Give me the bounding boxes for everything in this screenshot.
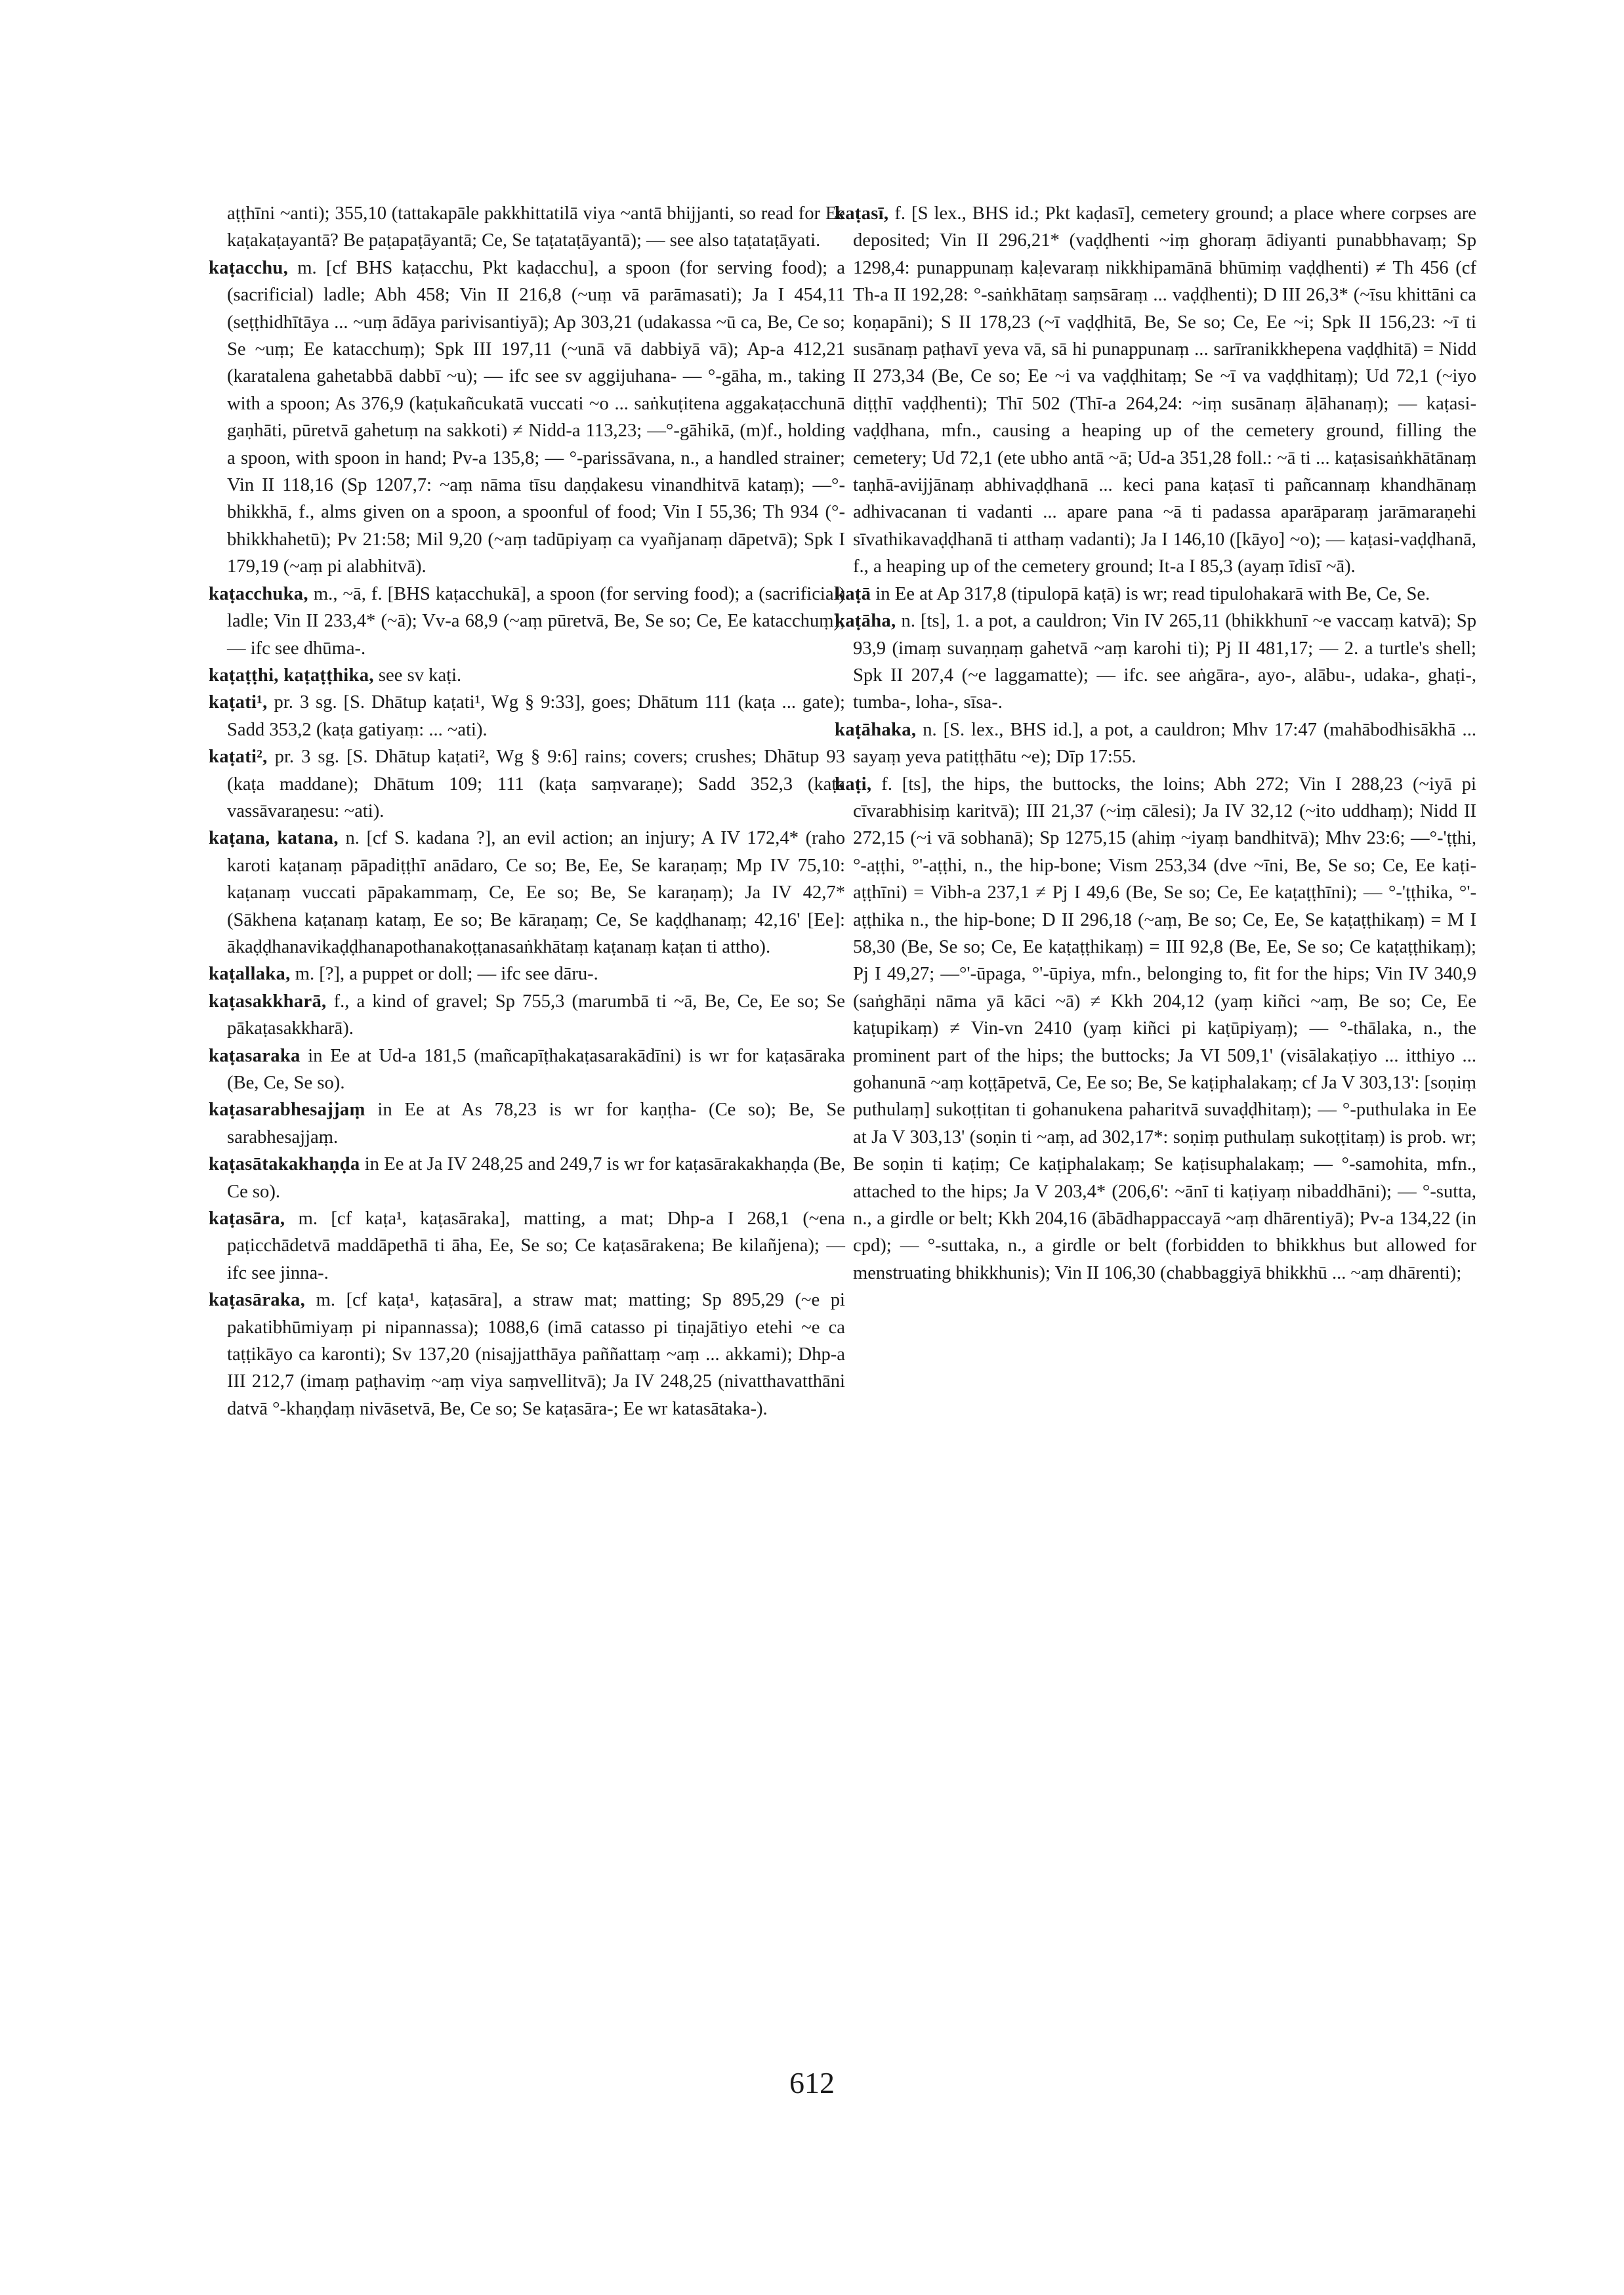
entry-headword: kaṭati¹,: [209, 692, 268, 713]
dictionary-entry: [209, 662, 845, 689]
entry-headword: kaṭāha,: [835, 611, 896, 632]
dictionary-entry: [835, 608, 1476, 716]
entry-body: aṭṭhīni ~anti); 355,10 (tattakapāle pakkhittatilā viya ~antā bhijjanti, so read for Ee kaṭakaṭayantā? Be paṭapaṭāyantā; Ce, Se taṭataṭāyantā); — see also taṭataṭāyati.: [227, 203, 845, 251]
page-number: 612: [789, 2066, 835, 2099]
entry-headword: kaṭati²,: [209, 747, 268, 768]
entry-headword: kaṭacchuka,: [209, 583, 308, 604]
entry-body: m. [cf kaṭa¹, kaṭasāraka], matting, a mat; Dhp-a I 268,1 (~ena paṭicchādetvā maddāpethā ti āha, Ee, Se so; Ce kaṭasārakena; Be kilañjena); — ifc see jinna-.: [227, 1209, 845, 1283]
dictionary-entry: [209, 1205, 845, 1287]
dictionary-entry: [209, 825, 845, 961]
dictionary-entry: [209, 581, 845, 662]
entry-headword: kaṭasāraka,: [209, 1290, 306, 1311]
entry-body: see sv kaṭi.: [373, 665, 462, 686]
entry-body: m. [cf kaṭa¹, kaṭasāra], a straw mat; matting; Sp 895,29 (~e pi pakatibhūmiyaṃ pi nipannassa); 1088,6 (imā catasso pi tiṇajātiyo etehi ~e ca taṭṭikāyo ca karonti); Sv 137,20 (nisajjatthāya paññattaṃ ~aṃ ... akkami); Dhp-a III 212,7 (imaṃ paṭhaviṃ ~aṃ viya saṃvellitvā); Ja IV 248,25 (nivatthavatthāni datvā °-khaṇḍaṃ nivāsetvā, Be, Ce so; Se kaṭasāra-; Ee wr katasātaka-).: [227, 1290, 845, 1419]
dictionary-entry: [209, 1096, 845, 1151]
dictionary-entry: [209, 988, 845, 1043]
dictionary-entry: [835, 581, 1476, 608]
entry-headword: kaṭasarabhesajjaṃ: [209, 1100, 365, 1121]
right-column: [835, 200, 1476, 1287]
dictionary-entry: [835, 200, 1476, 581]
entry-body: in Ee at Ja IV 248,25 and 249,7 is wr for kaṭasārakakhaṇḍa (Be, Ce so).: [227, 1154, 845, 1202]
entry-body: n. [cf S. kadana ?], an evil action; an injury; A IV 172,4* (raho karoti kaṭanaṃ pāpadiṭṭhī anādaro, Ce so; Be, Ee, Se karaṇaṃ; Mp IV 75,10: kaṭanaṃ vuccati pāpakammaṃ, Ce, Ee so; Be, Se karaṇaṃ); Ja IV 42,7* (Sākhena kaṭanaṃ kataṃ, Ee so; Be kāraṇaṃ; Ce, Se kaḍḍhanaṃ; 42,16' [Ee]: ākaḍḍhanavikaḍḍhanapothanakoṭṭanasaṅkhātaṃ kaṭanaṃ kaṭan ti attho).: [227, 828, 845, 957]
entry-headword: kaṭasātakakhaṇḍa: [209, 1154, 360, 1175]
entry-body: f. [S lex., BHS id.; Pkt kaḍasī], cemetery ground; a place where corpses are deposited; Vin II 296,21* (vaḍḍhenti ~iṃ ghoraṃ ādiyanti punabbhavaṃ; Sp 1298,4: punappunaṃ kaḷevaraṃ nikkhipamānā bhūmiṃ vaḍḍhenti) ≠ Th 456 (cf Th-a II 192,28: °-saṅkhātaṃ saṃsāraṃ ... vaḍḍhenti); D III 26,3* (~īsu khittāni ca koṇapāni); S II 178,23 (~ī vaḍḍhitā, Be, Se so; Ce, Ee ~i; Spk II 156,23: ~ī ti susānaṃ paṭhavī yeva vā, sā hi punappunaṃ ... sarīranikkhepena vaḍḍhitā) = Nidd II 273,34 (Be, Ce so; Ee ~i va vaḍḍhitaṃ; Se ~ī va vaḍḍhitaṃ); Ud 72,1 (~iyo diṭṭhī vaḍḍhenti); Thī 502 (Thī-a 264,24: ~iṃ susānaṃ āḷāhanaṃ); — kaṭasi-vaḍḍhana, mfn., causing a heaping up of the cemetery ground, filling the cemetery; Ud 72,1 (ete ubho antā ~ā; Ud-a 351,28 foll.: ~ā ti ... kaṭasisaṅkhātānaṃ taṇhā-avijjānaṃ abhivaḍḍhanā ... keci pana kaṭasī ti pañcannaṃ khandhānaṃ adhivacanan ti vadanti ... apare pana ~ā ti padassa aparāparaṃ jarāmaraṇehi sīvathikavaḍḍhanā ti atthaṃ vadanti); Ja I 146,10 ([kāyo] ~o); — kaṭasi-vaḍḍhanā, f., a heaping up of the cemetery ground; It-a I 85,3 (ayaṃ īdisī ~ā).: [853, 203, 1476, 577]
dictionary-entry: [835, 716, 1476, 771]
entry-headword: kaṭasī,: [835, 203, 889, 224]
entry-headword: kaṭasāra,: [209, 1209, 285, 1230]
dictionary-entry: [209, 1151, 845, 1205]
entry-body: pr. 3 sg. [S. Dhātup kaṭati¹, Wg § 9:33], goes; Dhātum 111 (kaṭa ... gate); Sadd 353,2 (kaṭa gatiyaṃ: ... ~ati).: [227, 692, 845, 740]
dictionary-entry: [209, 689, 845, 743]
entry-body: m., ~ā, f. [BHS kaṭacchukā], a spoon (for serving food); a (sacrificial) ladle; Vin II 233,4* (~ā); Vv-a 68,9 (~aṃ pūretvā, Be, Se so; Ce, Ee katacchuṃ); — ifc see dhūma-.: [227, 583, 845, 659]
entry-headword: kaṭi,: [835, 774, 872, 795]
dictionary-entry: [209, 961, 845, 987]
dictionary-entry: [209, 255, 845, 581]
dictionary-entry: [209, 743, 845, 825]
entry-headword: kaṭāhaka,: [835, 719, 917, 740]
left-column: [209, 200, 845, 1422]
entry-body: f., a kind of gravel; Sp 755,3 (marumbā ti ~ā, Be, Ce, Ee so; Se pākaṭasakkharā).: [227, 991, 845, 1039]
entry-headword: kaṭacchu,: [209, 257, 289, 278]
entry-body: f. [ts], the hips, the buttocks, the loins; Abh 272; Vin I 288,23 (~iyā pi cīvarabhisiṃ karitvā); III 21,37 (~iṃ cālesi); Ja IV 32,12 (~ito uddhaṃ); Nidd II 272,15 (~i vā sobhanā); Sp 1275,15 (ahiṃ ~iyaṃ bandhitvā); Mhv 23:6; —°-'ṭṭhi, °-aṭṭhi, °'-aṭṭhi, n., the hip-bone; Vism 253,34 (dve ~īni, Be, Se so; Ce, Ee kaṭi-aṭṭhīni) = Vibh-a 237,1 ≠ Pj I 49,6 (Be, Se so; Ce, Ee kaṭaṭṭhīni); — °-'ṭṭhika, °'-aṭṭhika n., the hip-bone; D II 296,18 (~aṃ, Be so; Ce, Ee, Se kaṭaṭṭhikaṃ) = M I 58,30 (Be, Se so; Ce, Ee kaṭaṭṭhikaṃ) = III 92,8 (Be, Ee, Se so; Ce kaṭaṭṭhikaṃ); Pj I 49,27; —°'-ūpaga, °'-ūpiya, mfn., belonging to, fit for the hips; Vin IV 340,9 (saṅghāṇi nāma yā kāci ~ā) ≠ Kkh 204,12 (yaṃ kiñci ~aṃ, Be so; Ce, Ee kaṭupikaṃ) ≠ Vin-vn 2410 (yaṃ kiñci pi kaṭūpiyaṃ); — °-thālaka, n., the prominent part of the hips; the buttocks; Ja VI 509,1' (visālakaṭiyo ... itthiyo ... gohanunā ~aṃ koṭṭāpetvā, Ce, Ee so; Be, Se kaṭiphalakaṃ; cf Ja V 303,13': [soṇiṃ puthulaṃ] sukoṭṭitan ti gohanukena paharitvā suvaḍḍhitaṃ); — °-puthulaka in Ee at Ja V 303,13' (soṇin ti ~aṃ, ad 302,17*: soṇiṃ puthulaṃ sukoṭṭitaṃ) is prob. wr; Be soṇin ti kaṭiṃ; Ce kaṭiphalakaṃ; Se kaṭisuphalakaṃ; — °-samohita, mfn., attached to the hips; Ja V 203,4* (206,6': ~ānī ti kaṭiyaṃ nibaddhāni); — °-sutta, n., a girdle or belt; Kkh 204,16 (ābādhappaccayā ~aṃ dhārentiyā); Pv-a 134,22 (in cpd); — °-suttaka, n., a girdle or belt (forbidden to bhikkhus but allowed for menstruating bhikkhunis); Vin II 106,30 (chabbaggiyā bhikkhū ... ~aṃ dhārenti);: [853, 774, 1476, 1283]
dictionary-entry: [209, 200, 845, 255]
entry-body: in Ee at Ud-a 181,5 (mañcapīṭhakaṭasarakādīni) is wr for kaṭasāraka (Be, Ce, Se so).: [227, 1045, 845, 1093]
entry-headword: kaṭasakkharā,: [209, 991, 327, 1012]
entry-headword: kaṭasaraka: [209, 1045, 301, 1066]
entry-body: n. [S. lex., BHS id.], a pot, a cauldron; Mhv 17:47 (mahābodhisākhā ... sayaṃ yeva patiṭṭhātu ~e); Dīp 17:55.: [853, 719, 1476, 768]
entry-body: in Ee at As 78,23 is wr for kaṇṭha- (Ce so); Be, Se sarabhesajjaṃ.: [227, 1100, 845, 1148]
entry-body: m. [cf BHS kaṭacchu, Pkt kaḍacchu], a spoon (for serving food); a (sacrificial) ladle; Abh 458; Vin II 216,8 (~uṃ vā parāmasati); Ja I 454,11 (seṭṭhidhītāya ... ~uṃ ādāya parivisantiyā); Ap 303,21 (udakassa ~ū ca, Be, Ce so; Se ~uṃ; Ee katacchuṃ); Spk III 197,11 (~unā vā dabbiyā vā); Ap-a 412,21 (karatalena gahetabbā dabbī ~u); — ifc see sv aggijuhana- — °-gāha, m., taking with a spoon; As 376,9 (kaṭukañcukatā vuccati ~o ... saṅkuṭitena aggakaṭacchunā gaṇhāti, pūretvā gahetuṃ na sakkoti) ≠ Nidd-a 113,23; —°-gāhikā, (m)f., holding a spoon, with spoon in hand; Pv-a 135,8; — °-parissāvana, n., a handled strainer; Vin II 118,16 (Sp 1207,7: ~aṃ nāma tīsu daṇḍakesu vinandhitvā kataṃ); —°-bhikkhā, f., alms given on a spoon, a spoonful of food; Vin I 55,36; Th 934 (°-bhikkhahetū); Pv 21:58; Mil 9,20 (~aṃ tadūpiyaṃ ca vyañjanaṃ dāpetvā); Spk I 179,19 (~aṃ pi alabhitvā).: [227, 257, 845, 577]
entry-headword: kaṭā: [835, 583, 871, 604]
entry-headword: kaṭallaka,: [209, 964, 291, 985]
dictionary-entry: [835, 771, 1476, 1287]
entry-body: m. [?], a puppet or doll; — ifc see dāru-.: [290, 964, 598, 985]
entry-body: pr. 3 sg. [S. Dhātup kaṭati², Wg § 9:6] rains; covers; crushes; Dhātup 93 (kaṭa maddane); Dhātum 109; 111 (kaṭa saṃvaraṇe); Sadd 352,3 (kaṭa vassāvaraṇesu: ~ati).: [227, 747, 845, 821]
dictionary-entry: [209, 1287, 845, 1422]
entry-body: in Ee at Ap 317,8 (tipulopā kaṭā) is wr; read tipulohakarā with Be, Ce, Se.: [871, 583, 1430, 604]
entry-body: n. [ts], 1. a pot, a cauldron; Vin IV 265,11 (bhikkhunī ~e vaccaṃ katvā); Sp 93,9 (imaṃ suvaṇṇaṃ gahetvā ~aṃ karohi ti); Pj II 481,17; — 2. a turtle's shell; Spk II 207,4 (~e laggamatte); — ifc. see aṅgāra-, ayo-, alābu-, udaka-, ghaṭi-, tumba-, loha-, sīsa-.: [853, 611, 1476, 713]
dictionary-entry: [209, 1043, 845, 1097]
entry-headword: kaṭaṭṭhi, kaṭaṭṭhika,: [209, 665, 374, 686]
entry-headword: kaṭana, katana,: [209, 828, 339, 849]
